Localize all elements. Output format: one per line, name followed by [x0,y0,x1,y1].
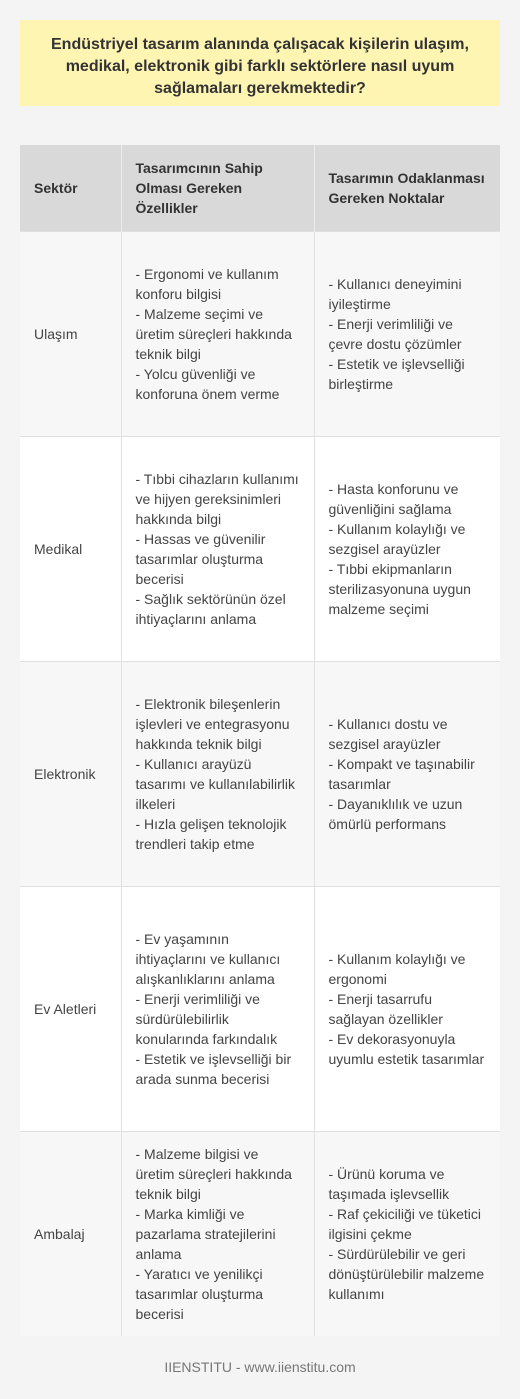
focus-item: - Sürdürülebilir ve geri dönüştürülebilir malzeme kullanımı [328,1245,485,1302]
skill-item: - Malzeme seçimi ve üretim süreçleri hakkında teknik bilgi [135,305,292,362]
skills-cell [121,886,314,1131]
focus-item: - Kullanıcı deneyimini iyileştirme [328,275,462,312]
skill-item: - Hızla gelişen teknolojik trendleri takip etme [135,815,287,852]
table-row [20,436,500,661]
focus-item: - Ev dekorasyonuyla uyumlu estetik tasarımlar [328,1030,485,1067]
skill-item: - Enerji verimliliği ve sürdürülebilirlik konularında farkındalık [135,990,278,1047]
focus-item: - Hasta konforunu ve güvenliğini sağlama [328,480,459,517]
focus-cell [314,436,500,661]
sector-cell: Medikal [20,436,121,661]
skill-item: - Sağlık sektörünün özel ihtiyaçlarını anlama [135,590,286,627]
focus-item: - Estetik ve işlevselliği birleştirme [328,355,465,392]
skill-item: - Kullanıcı arayüzü tasarımı ve kullanılabilirlik ilkeleri [135,755,295,812]
header-focus: Tasarımın Odaklanması Gereken Noktalar [314,145,500,231]
sector-cell: Ambalaj [20,1131,121,1336]
header-skills: Tasarımcının Sahip Olması Gereken Özellikler [121,145,314,231]
skill-item: - Yolcu güvenliği ve konforuna önem verme [135,365,280,402]
skills-cell [121,436,314,661]
focus-cell [314,886,500,1131]
skill-item: - Ergonomi ve kullanım konforu bilgisi [135,265,279,302]
focus-item: - Kompakt ve taşınabilir tasarımlar [328,755,475,792]
sector-cell: Elektronik [20,661,121,886]
page-title: Endüstriyel tasarım alanında çalışacak kişilerin ulaşım, medikal, elektronik gibi farklı sektörlere nasıl uyum sağlamaları gerekmektedir? [20,20,500,106]
focus-item: - Dayanıklılık ve uzun ömürlü performans [328,795,463,832]
table-row [20,886,500,1131]
skill-item: - Elektronik bileşenlerin işlevleri ve entegrasyonu hakkında teknik bilgi [135,695,290,752]
focus-item: - Ürünü koruma ve taşımada işlevsellik [328,1165,450,1202]
focus-item: - Kullanım kolaylığı ve sezgisel arayüzler [328,520,466,557]
skill-item: - Yaratıcı ve yenilikçi tasarımlar oluşturma becerisi [135,1265,264,1322]
skill-item: - Tıbbi cihazların kullanımı ve hijyen gereksinimleri hakkında bilgi [135,470,299,527]
header-sector: Sektör [20,145,121,231]
sector-cell: Ev Aletleri [20,886,121,1131]
table-row [20,1131,500,1336]
sector-table [20,145,500,1336]
skills-cell [121,1131,314,1336]
skills-cell [121,231,314,436]
skill-item: - Ev yaşamının ihtiyaçlarını ve kullanıcı alışkanlıklarını anlama [135,930,281,987]
focus-item: - Tıbbi ekipmanların sterilizasyonuna uygun malzeme seçimi [328,560,471,617]
skill-item: - Hassas ve güvenilir tasarımlar oluşturma becerisi [135,530,266,587]
skill-item: - Estetik ve işlevselliği bir arada sunma becerisi [135,1050,292,1087]
focus-item: - Kullanım kolaylığı ve ergonomi [328,950,466,987]
focus-cell [314,1131,500,1336]
sector-cell: Ulaşım [20,231,121,436]
table-row [20,231,500,436]
table-row [20,661,500,886]
focus-item: - Raf çekiciliği ve tüketici ilgisini çekme [328,1205,481,1242]
focus-item: - Enerji verimliliği ve çevre dostu çözümler [328,315,462,352]
footer-credit: IIENSTITU - www.iienstitu.com [164,1359,356,1375]
focus-cell [314,661,500,886]
skills-cell [121,661,314,886]
table-header-row [20,145,500,231]
focus-cell [314,231,500,436]
focus-item: - Enerji tasarrufu sağlayan özellikler [328,990,443,1027]
skill-item: - Malzeme bilgisi ve üretim süreçleri hakkında teknik bilgi [135,1145,292,1202]
skill-item: - Marka kimliği ve pazarlama stratejilerini anlama [135,1205,276,1262]
focus-item: - Kullanıcı dostu ve sezgisel arayüzler [328,715,448,752]
